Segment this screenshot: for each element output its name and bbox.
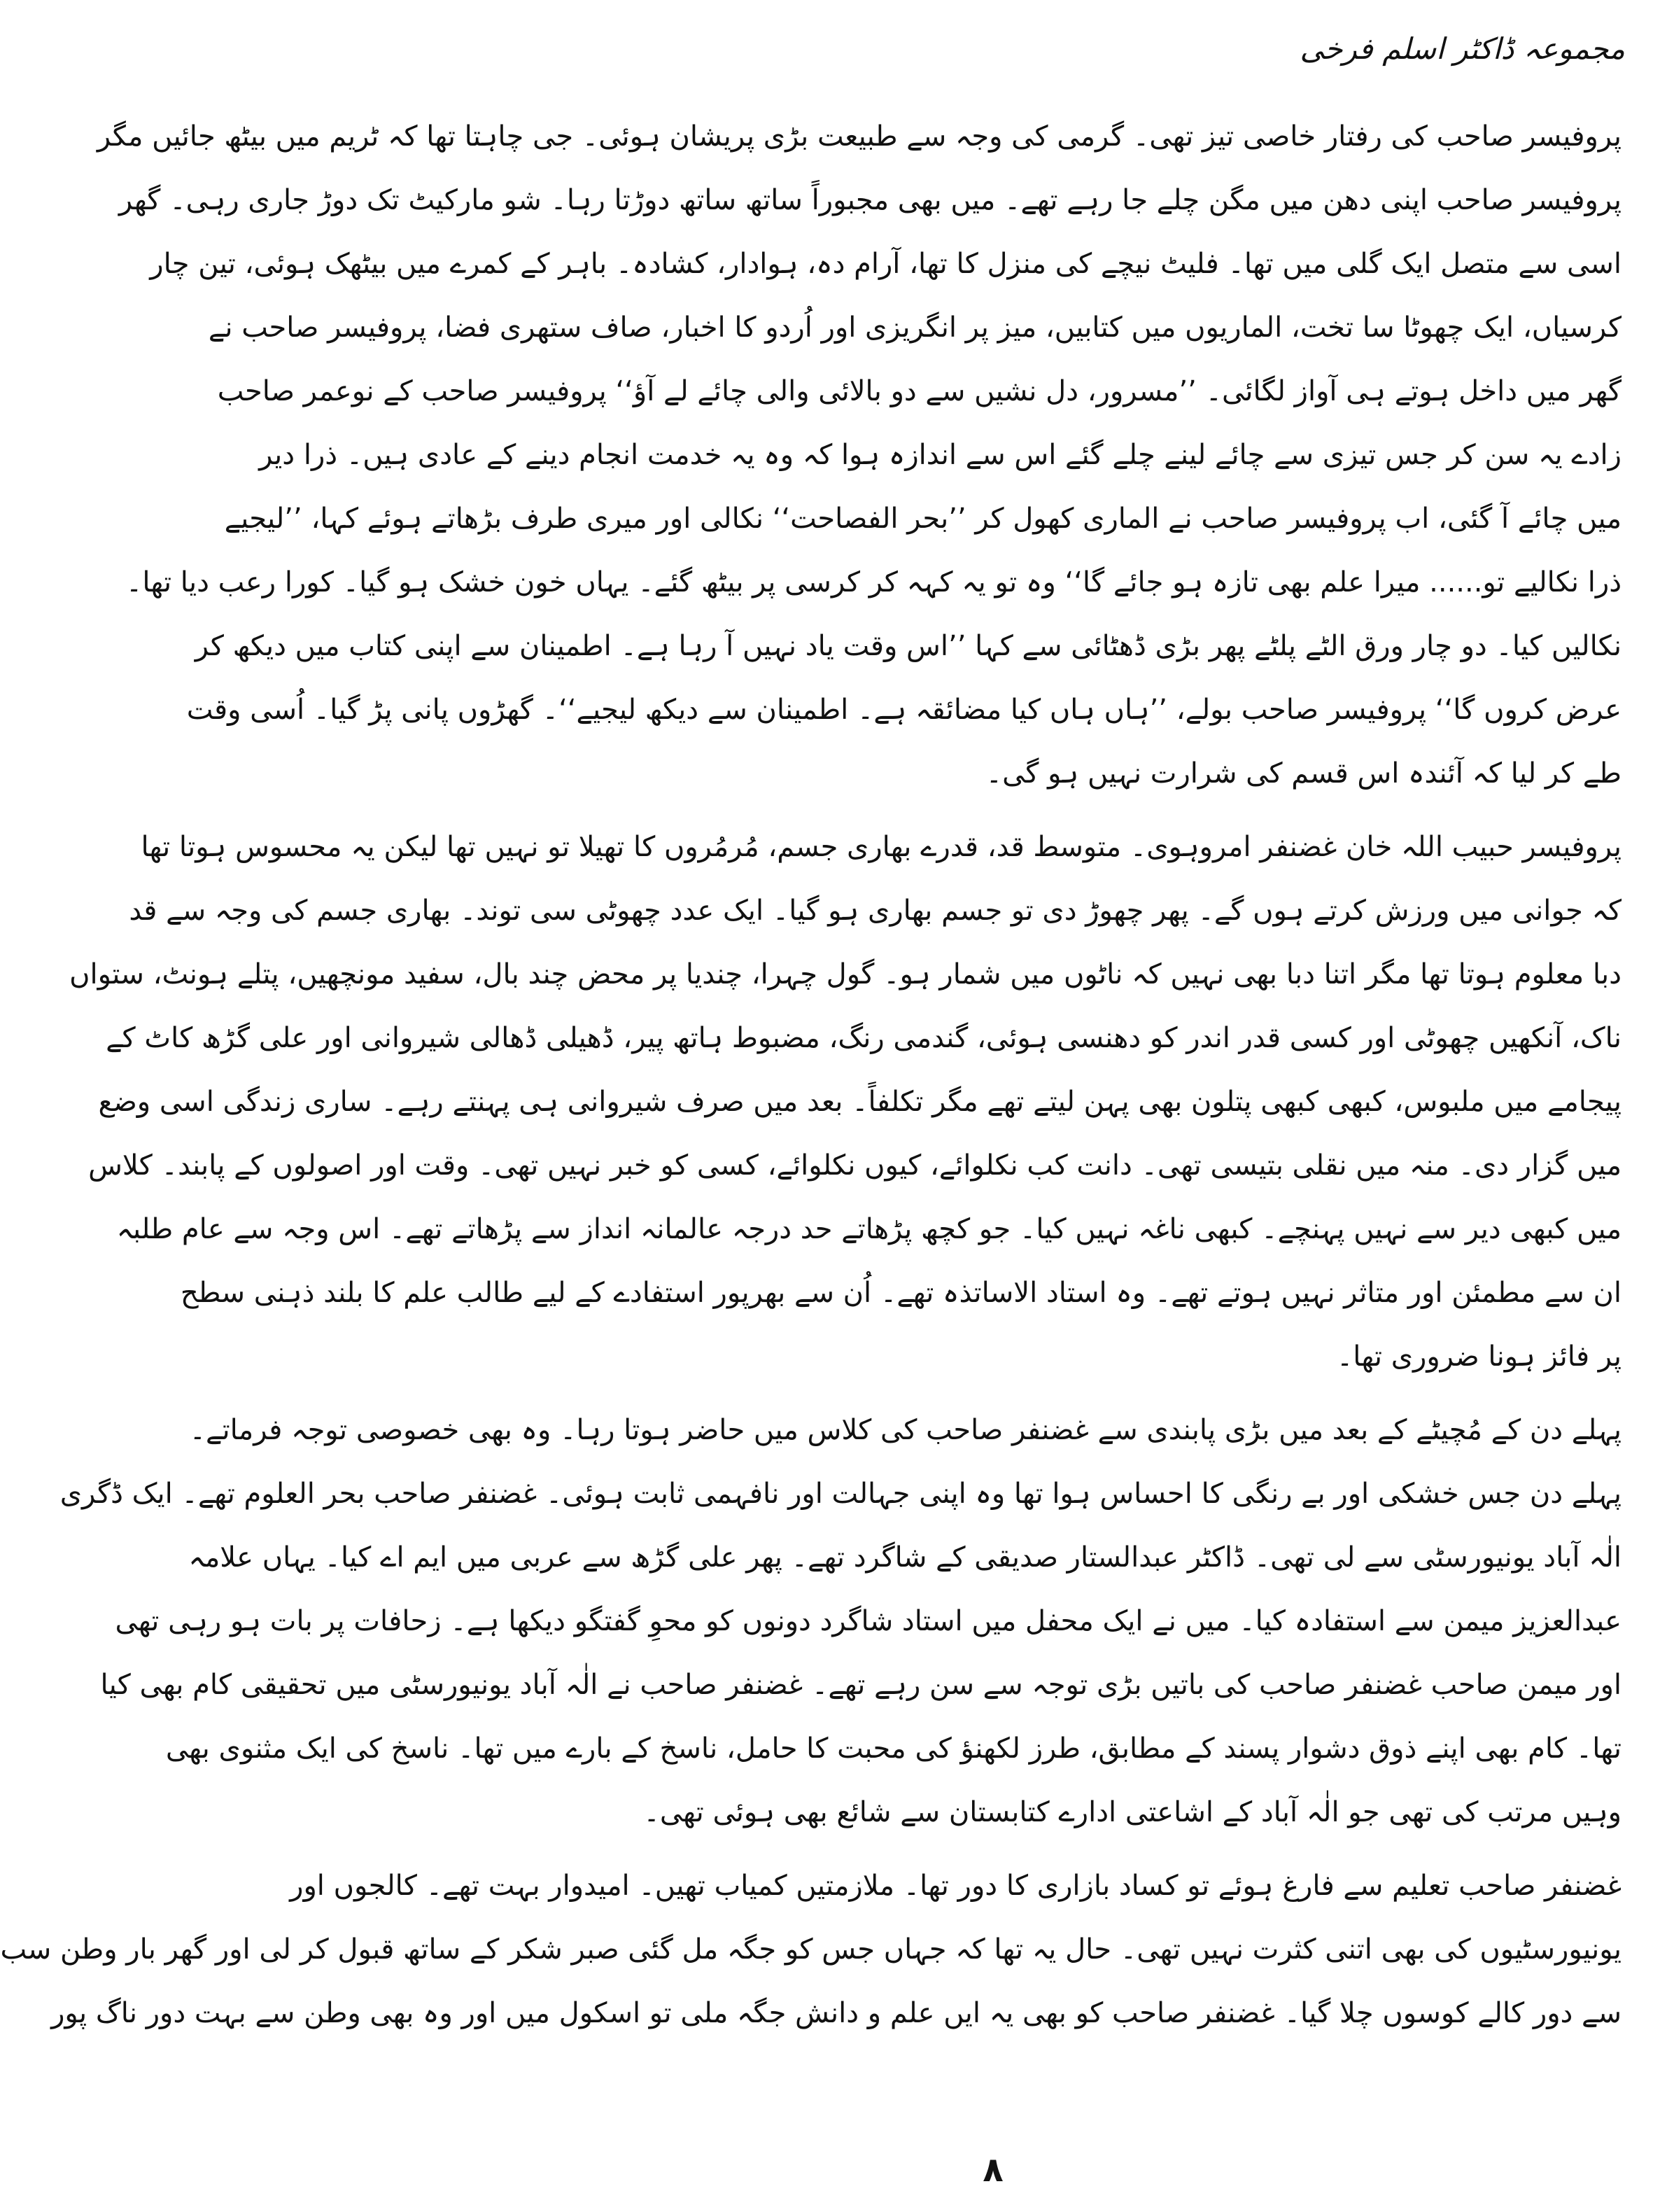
paragraph xyxy=(97,105,1622,806)
text-line: پیجامے میں ملبوس، کبھی کبھی پتلون بھی پہن لیتے تھے مگر تکلفاً۔ بعد میں صرف شیروانی ہی پہنتے رہے۔ ساری زندگی اسی وضع xyxy=(98,1086,1622,1118)
text-line: سے دور کالے کوسوں چلا گیا۔ غضنفر صاحب کو بھی یہ ایں علم و دانش جگہ ملی تو اسکول میں اور وہ بھی وطن سے بہت دور ناگ پور xyxy=(51,1997,1622,2029)
text-line: ناک، آنکھیں چھوٹی اور کسی قدر اندر کو دھنسی ہوئی، گندمی رنگ، مضبوط ہاتھ پیر، ڈھیلی ڈھالی شیروانی اور علی گڑھ کاٹ کے xyxy=(106,1022,1622,1054)
text-line: کہ جوانی میں ورزش کرتے ہوں گے۔ پھر چھوڑ دی تو جسم بھاری ہو گیا۔ ایک عدد چھوٹی سی توند۔ بھاری جسم کی وجہ سے قد xyxy=(129,895,1622,927)
paragraph-gap xyxy=(365,806,1622,816)
text-line: پہلے دن جس خشکی اور بے رنگی کا احساس ہوا تھا وہ اپنی جہالت اور نافہمی ثابت ہوئی۔ غضنفر صاحب بحر العلوم تھے۔ ایک ڈگری xyxy=(59,1478,1622,1510)
text-line: میں کبھی دیر سے نہیں پہنچے۔ کبھی ناغہ نہیں کیا۔ جو کچھ پڑھاتے حد درجہ عالمانہ انداز سے پڑھاتے تھے۔ اس وجہ سے عام طلبہ xyxy=(116,1213,1622,1245)
text-line: میں چائے آ گئی، اب پروفیسر صاحب نے الماری کھول کر ’’بحر الفصاحت‘‘ نکالی اور میری طرف بڑھاتے ہوئے کہا، ’’لیجیے xyxy=(224,503,1622,535)
text-line: نکالیں کیا۔ دو چار ورق الٹے پلٹے پھر بڑی ڈھٹائی سے کہا ’’اس وقت یاد نہیں آ رہا ہے۔ اطمینان سے اپنی کتاب میں دیکھ کر xyxy=(195,630,1622,662)
paragraph-gap xyxy=(365,1389,1622,1399)
text-line: یونیورسٹیوں کی بھی اتنی کثرت نہیں تھی۔ حال یہ تھا کہ جہاں جس کو جگہ مل گئی صبر شکر کے ساتھ قبول کر لی اور گھر بار وطن سب xyxy=(0,1933,1622,1966)
text-line: ان سے مطمئن اور متاثر نہیں ہوتے تھے۔ وہ استاد الاساتذہ تھے۔ اُن سے بھرپور استفادے کے لیے طالب علم کا بلند ذہنی سطح xyxy=(180,1277,1622,1309)
text-line: زادے یہ سن کر جس تیزی سے چائے لینے چلے گئے اس سے اندازہ ہوا کہ وہ یہ خدمت انجام دینے کے عادی ہیں۔ ذرا دیر xyxy=(259,439,1622,471)
text-line: کرسیاں، ایک چھوٹا سا تخت، الماریوں میں کتابیں، میز پر انگریزی اور اُردو کا اخبار، صاف ستھری فضا، پروفیسر صاحب نے xyxy=(208,312,1622,344)
text-line: عرض کروں گا‘‘ پروفیسر صاحب بولے، ’’ہاں ہاں کیا مضائقہ ہے۔ اطمینان سے دیکھ لیجیے‘‘۔ گھڑوں پانی پڑ گیا۔ اُسی وقت xyxy=(186,694,1622,726)
text-line: غضنفر صاحب تعلیم سے فارغ ہوئے تو کساد بازاری کا دور تھا۔ ملازمتیں کمیاب تھیں۔ امیدوار بہت تھے۔ کالجوں اور xyxy=(290,1870,1622,1902)
text-line: پر فائز ہونا ضروری تھا۔ xyxy=(1336,1340,1622,1373)
text-line: پروفیسر حبیب اللہ خان غضنفر امروہوی۔ متوسط قد، قدرے بھاری جسم، مُرمُروں کا تھیلا تو نہیں تھا لیکن یہ محسوس ہوتا تھا xyxy=(141,831,1622,863)
paragraph xyxy=(59,1399,1622,1844)
text-line: اسی سے متصل ایک گلی میں تھا۔ فلیٹ نیچے کی منزل کا تھا، آرام دہ، ہوادار، کشادہ۔ باہر کے کمرے میں بیٹھک ہوئی، تین چار xyxy=(150,248,1622,280)
paragraph xyxy=(0,1854,1622,2045)
text-line: اور میمن صاحب غضنفر صاحب کی باتیں بڑی توجہ سے سن رہے تھے۔ غضنفر صاحب نے الٰہ آباد یونیورسٹی میں تحقیقی کام بھی کیا xyxy=(100,1669,1622,1701)
text-line: پہلے دن کے مُچیٹے کے بعد میں بڑی پابندی سے غضنفر صاحب کی کلاس میں حاضر ہوتا رہا۔ وہ بھی خصوصی توجہ فرماتے۔ xyxy=(189,1414,1622,1446)
text-line: ذرا نکالیے تو...... میرا علم بھی تازہ ہو جائے گا‘‘ وہ تو یہ کہہ کر کرسی پر بیٹھ گئے۔ یہاں خون خشک ہو گیا۔ کورا رعب دیا تھا۔ xyxy=(125,566,1622,598)
body-text xyxy=(0,105,1622,2045)
text-line: تھا۔ کام بھی اپنے ذوق دشوار پسند کے مطابق، طرز لکھنؤ کی محبت کا حامل، ناسخ کے بارے میں تھا۔ ناسخ کی ایک مثنوی بھی xyxy=(165,1732,1622,1765)
text-line: پروفیسر صاحب اپنی دھن میں مگن چلے جا رہے تھے۔ میں بھی مجبوراً ساتھ ساتھ دوڑتا رہا۔ شو مارکیٹ تک دوڑ جاری رہی۔ گھر xyxy=(118,184,1622,216)
text-line: الٰہ آباد یونیورسٹی سے لی تھی۔ ڈاکٹر عبدالستار صدیقی کے شاگرد تھے۔ پھر علی گڑھ سے عربی میں ایم اے کیا۔ یہاں علامہ xyxy=(188,1541,1622,1574)
text-line: وہیں مرتب کی تھی جو الٰہ آباد کے اشاعتی ادارے کتابستان سے شائع بھی ہوئی تھی۔ xyxy=(643,1796,1622,1828)
paragraph-gap xyxy=(365,1844,1622,1854)
text-line: طے کر لیا کہ آئندہ اس قسم کی شرارت نہیں ہو گی۔ xyxy=(985,757,1622,790)
text-line: میں گزار دی۔ منہ میں نقلی بتیسی تھی۔ دانت کب نکلوائے، کیوں نکلوائے، کسی کو خبر نہیں تھی۔ وقت اور اصولوں کے پابند۔ کلاس xyxy=(88,1149,1622,1182)
text-line: دبا معلوم ہوتا تھا مگر اتنا دبا بھی نہیں کہ ناٹوں میں شمار ہو۔ گول چہرا، چندیا پر محض چند بال، سفید مونچھیں، پتلے ہونٹ، ستواں xyxy=(69,958,1622,990)
text-line: عبدالعزیز میمن سے استفادہ کیا۔ میں نے ایک محفل میں استاد شاگرد دونوں کو محوِ گفتگو دیکھا ہے۔ زحافات پر بات ہو رہی تھی xyxy=(115,1605,1622,1637)
running-header: مجموعہ ڈاکٹر اسلم فرخی xyxy=(1300,31,1625,66)
text-line: گھر میں داخل ہوتے ہی آواز لگائی۔ ’’مسرور، دل نشیں سے دو بالائی والی چائے لے آؤ‘‘ پروفیسر صاحب کے نوعمر صاحب xyxy=(217,375,1622,407)
page-number: ۸ xyxy=(983,2150,1004,2190)
paragraph xyxy=(69,816,1622,1389)
text-line: پروفیسر صاحب کی رفتار خاصی تیز تھی۔ گرمی کی وجہ سے طبیعت بڑی پریشان ہوئی۔ جی چاہتا تھا کہ ٹریم میں بیٹھ جائیں مگر xyxy=(97,120,1622,153)
